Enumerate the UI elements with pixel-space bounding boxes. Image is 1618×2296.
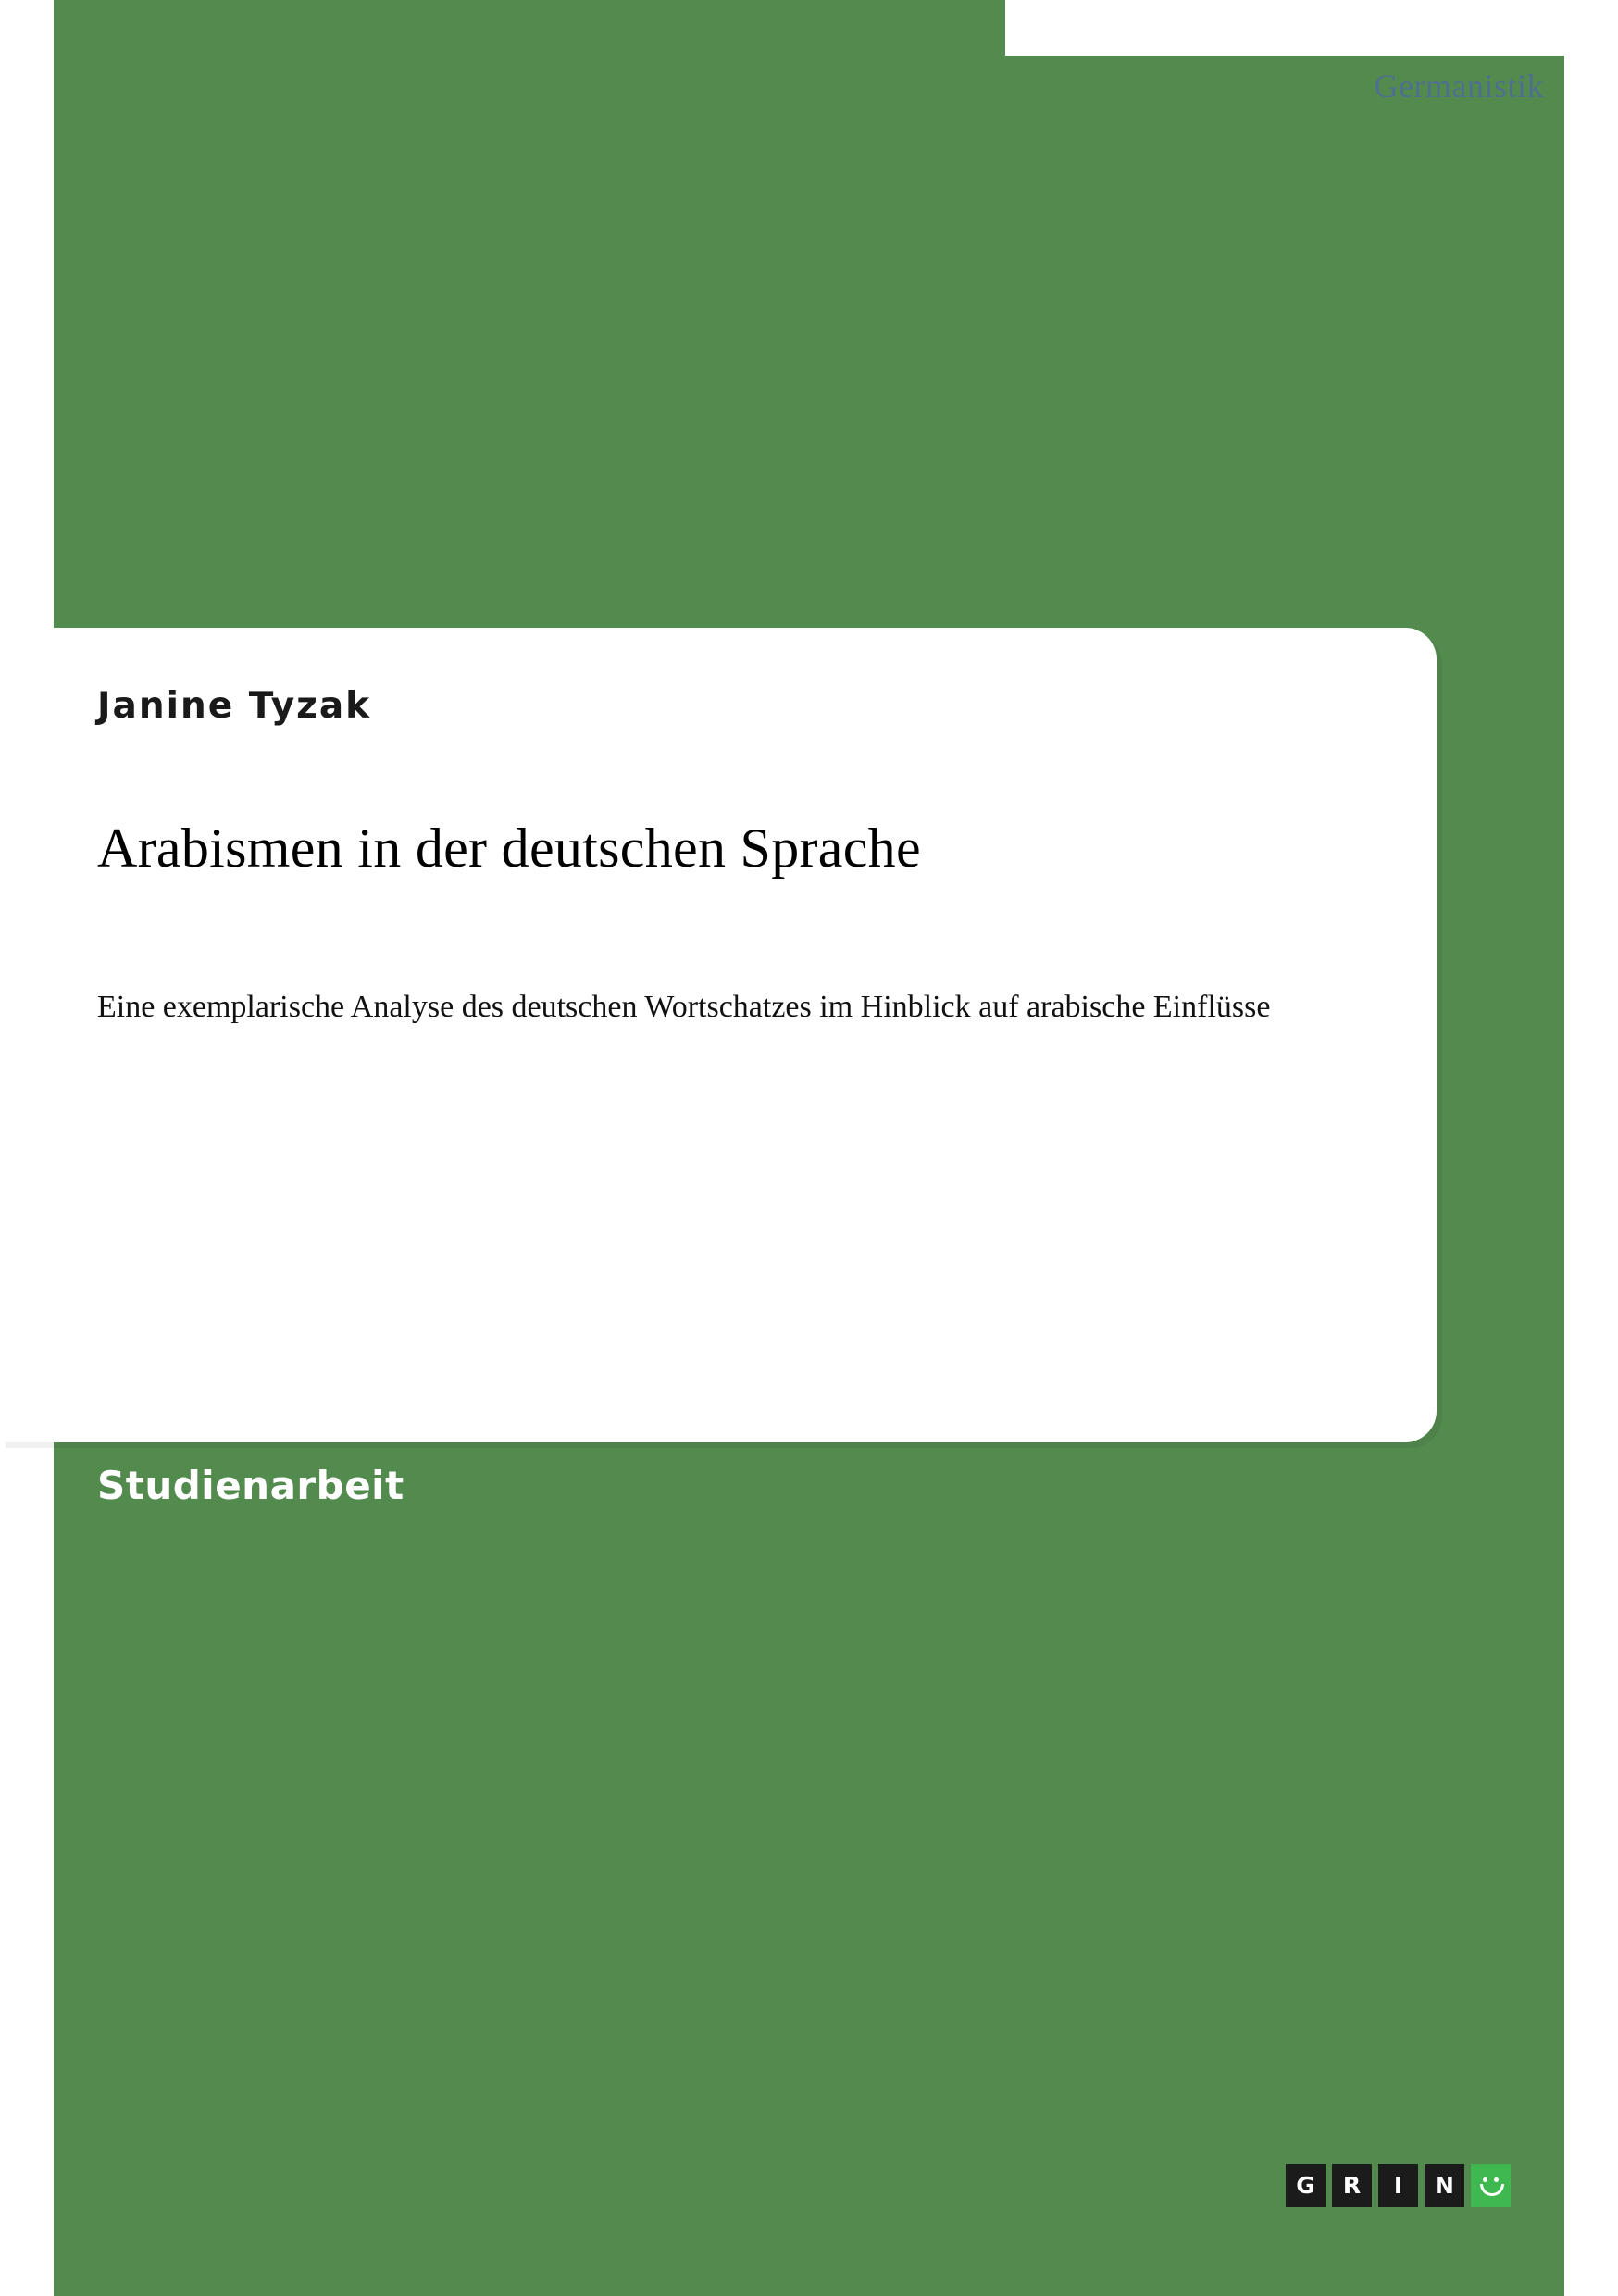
logo-letter-g: G: [1286, 2164, 1326, 2207]
title-card: [0, 628, 1437, 1442]
page-title: Arabismen in der deutschen Sprache: [97, 817, 921, 879]
document-type-label: Studienarbeit: [97, 1463, 404, 1508]
logo-letter-i: I: [1378, 2164, 1418, 2207]
grin-logo: [1286, 2164, 1511, 2207]
right-white-margin: [1564, 0, 1618, 2296]
title-card-content: [97, 685, 1353, 1029]
page-subtitle: Eine exemplarische Analyse des deutschen Wortschatzes im Hinblick auf arabische Einflüsse: [97, 989, 1271, 1024]
smiley-eye-right-icon: [1494, 2177, 1499, 2182]
logo-letter-n: N: [1425, 2164, 1464, 2207]
smiley-eye-left-icon: [1483, 2177, 1487, 2182]
author-name: Janine Tyzak: [97, 685, 372, 727]
logo-letter-r: R: [1332, 2164, 1372, 2207]
top-right-white-notch: [1005, 0, 1564, 56]
smiley-mouth-icon: [1480, 2184, 1504, 2196]
smiley-icon: [1471, 2164, 1511, 2207]
subject-category-label: Germanistik: [1374, 68, 1544, 105]
